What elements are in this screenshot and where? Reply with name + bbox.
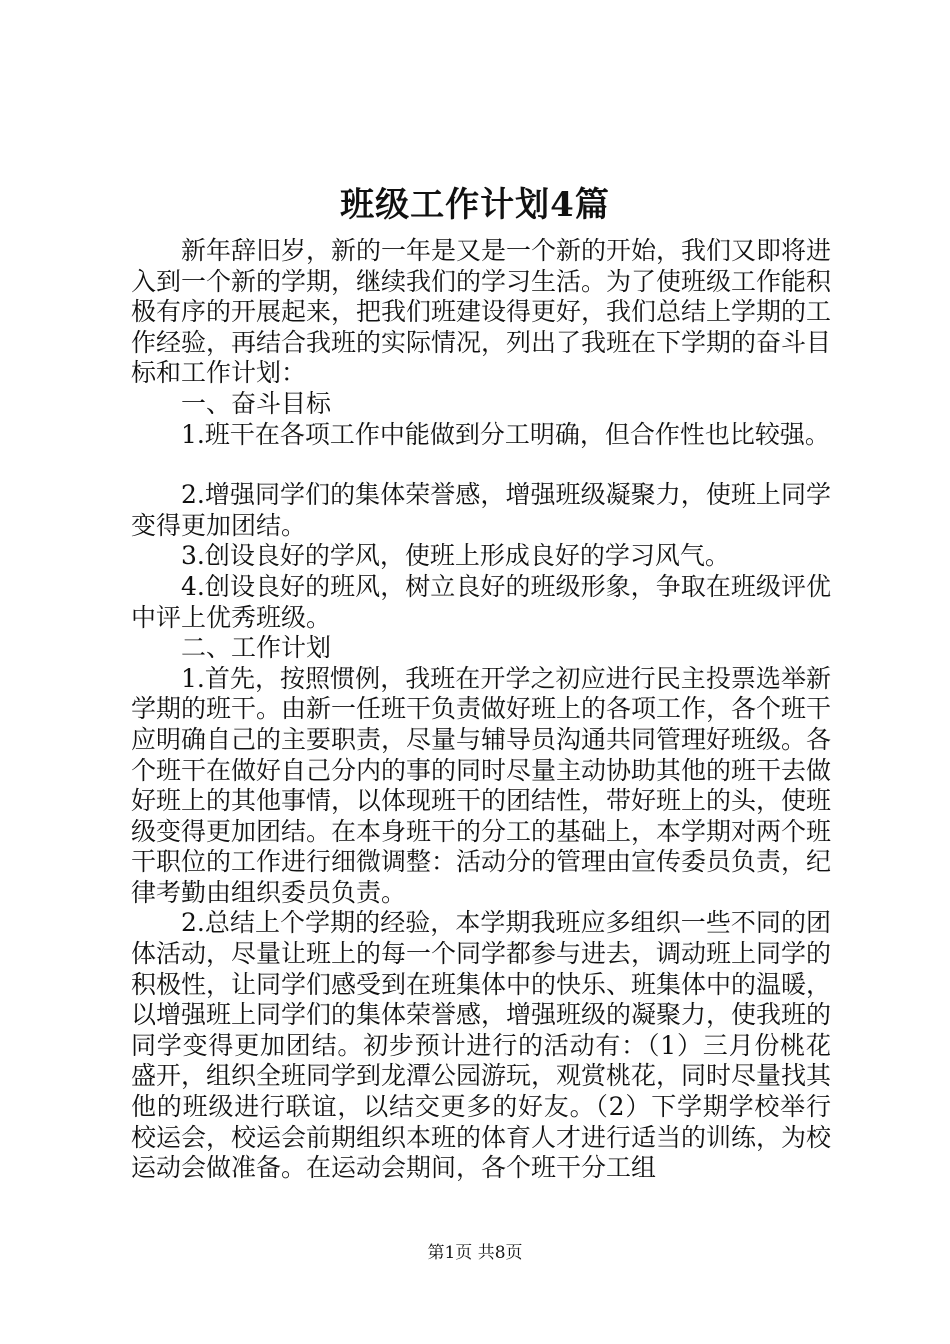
goal-item-3: 3.创设良好的学风，使班上形成良好的学习风气。	[181, 541, 730, 571]
plan-item-1: 1.首先，按照惯例，我班在开学之初应进行民主投票选举新学期的班干。由新一任班干负责做好班上的各项工作，各个班干应明确自己的主要职责，尽量与辅导员沟通共同管理好班级。各个班干在做好自己分内的事的同时尽量主动协助其他的班干去做好班上的其他事情，以体现班干的团结性，带好班上的头，使班级变得更加团结。在本身班干的分工的基础上，本学期对两个班干职位的工作进行细微调整：活动分的管理由宣传委员负责，纪律考勤由组织委员负责。	[131, 663, 832, 907]
goal-item-1: 1.班干在各项工作中能做到分工明确，但合作性也比较强。	[181, 419, 830, 449]
section-heading-plan: 二、工作计划	[181, 633, 332, 663]
document-body	[131, 236, 831, 1184]
document-title: 班级工作计划4篇	[340, 185, 610, 225]
intro-paragraph: 新年辞旧岁，新的一年是又是一个新的开始，我们又即将进入到一个新的学期，继续我们的学习生活。为了使班级工作能积极有序的开展起来，把我们班建设得更好，我们总结上学期的工作经验，再结合我班的实际情况，列出了我班在下学期的奋斗目标和工作计划：	[131, 236, 832, 388]
page-footer: 第1页 共8页	[427, 1243, 523, 1263]
goal-item-4: 4.创设良好的班风，树立良好的班级形象，争取在班级评优中评上优秀班级。	[131, 571, 831, 632]
plan-item-2: 2.总结上个学期的经验，本学期我班应多组织一些不同的团体活动，尽量让班上的每一个同学都参与进去，调动班上同学的积极性，让同学们感受到在班集体中的快乐、班集体中的温暖，以增强班上同学们的集体荣誉感，增强班级的凝聚力，使我班的同学变得更加团结。初步预计进行的活动有：（1）三月份桃花盛开，组织全班同学到龙潭公园游玩，观赏桃花，同时尽量找其他的班级进行联谊，以结交更多的好友。（2）下学期学校举行校运会，校运会前期组织本班的体育人才进行适当的训练，为校运动会做准备。在运动会期间，各个班干分工组	[131, 908, 832, 1183]
section-heading-goals: 一、奋斗目标	[181, 388, 332, 418]
goal-item-2: 2.增强同学们的集体荣誉感，增强班级凝聚力，使班上同学变得更加团结。	[131, 480, 831, 540]
